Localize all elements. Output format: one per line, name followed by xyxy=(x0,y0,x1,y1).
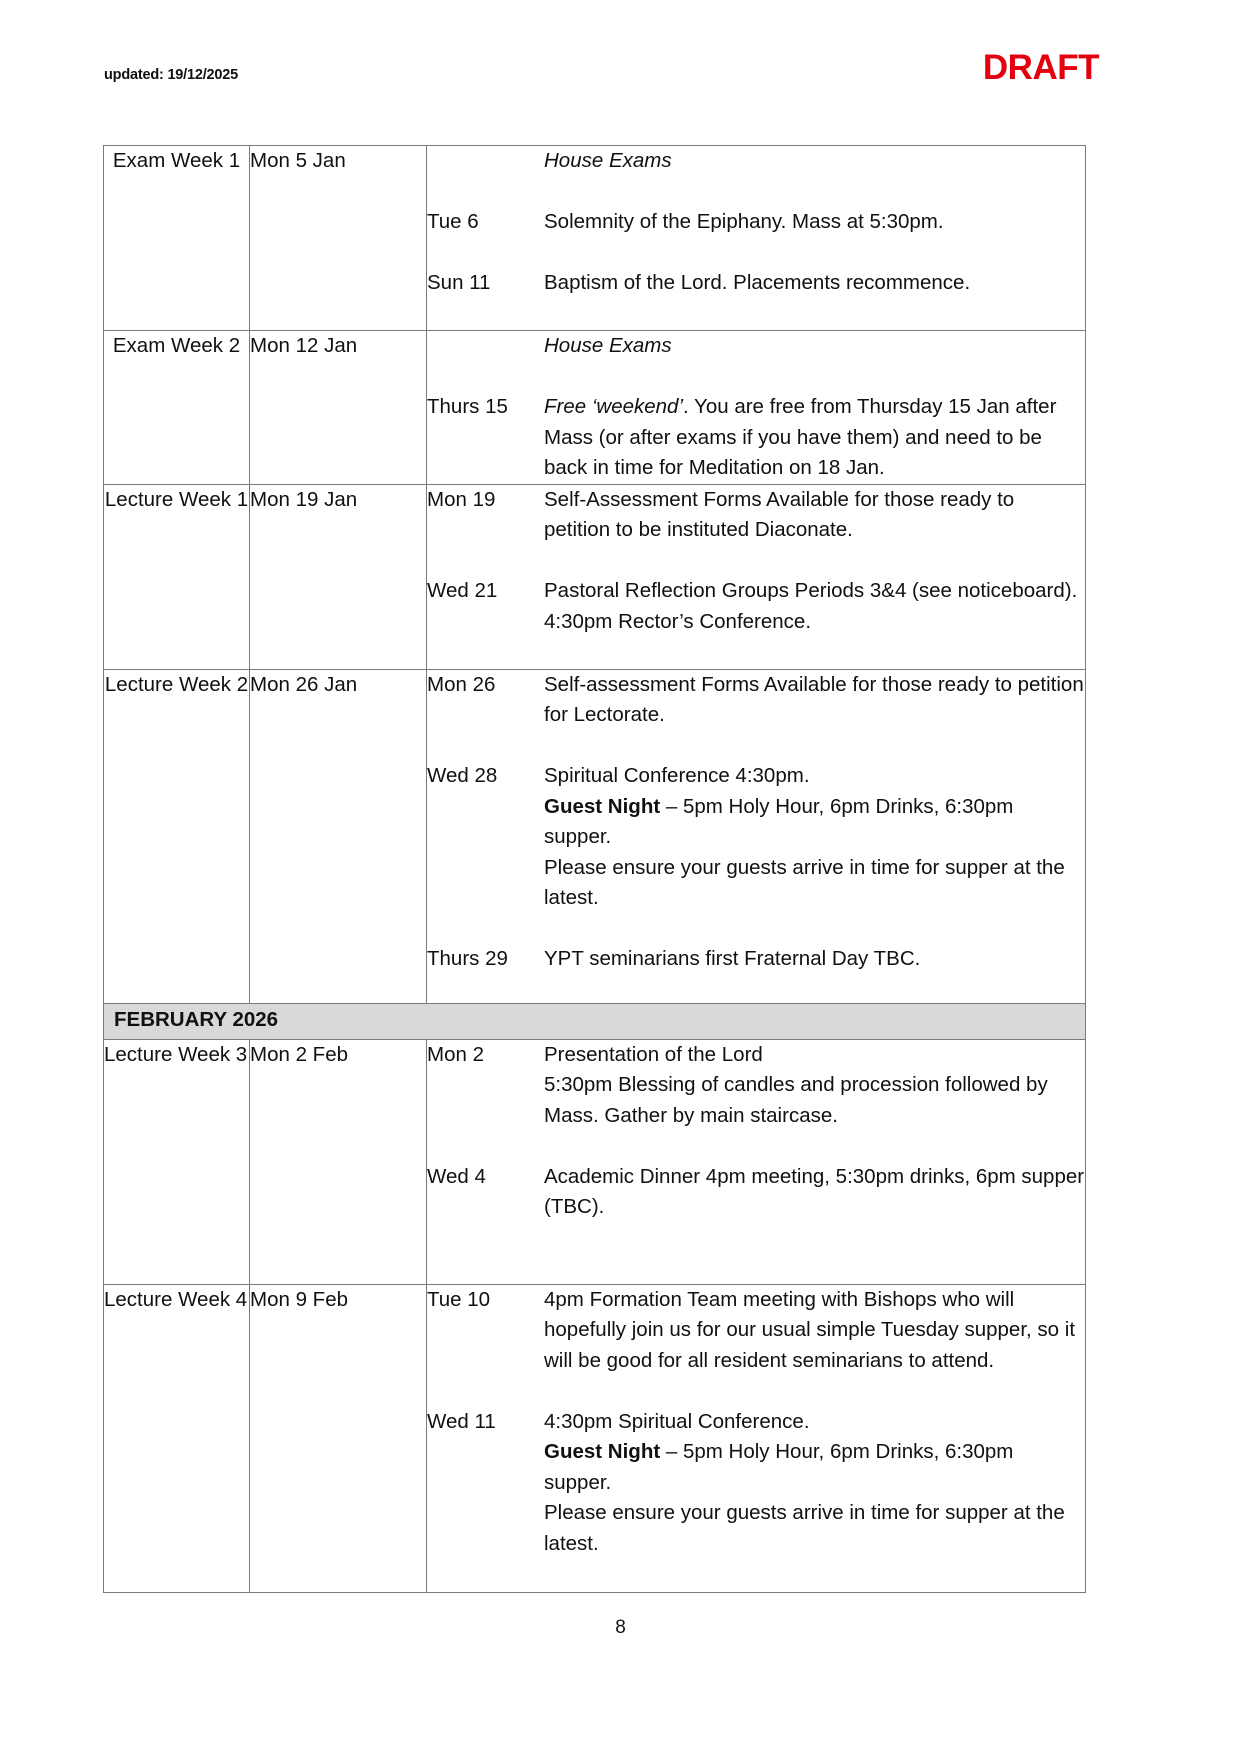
event-text: Please ensure your guests arrive in time for supper at the latest. xyxy=(544,1501,1065,1555)
event xyxy=(427,1285,1085,1377)
event-text: 4:30pm Spiritual Conference. xyxy=(544,1409,810,1433)
event-text: Baptism of the Lord. Placements recommence. xyxy=(544,271,971,294)
page-number: 8 xyxy=(615,1617,626,1638)
event xyxy=(427,268,1085,299)
event-text: Academic Dinner 4pm meeting, 5:30pm drinks, 6pm supper (TBC). xyxy=(544,1164,1085,1218)
week-start-date: Mon 26 Jan xyxy=(250,669,427,1003)
month-header: FEBRUARY 2026 xyxy=(104,1003,1086,1039)
event-day: Wed 4 xyxy=(427,1164,486,1188)
event-text: 5:30pm Blessing of candles and procession followed by Mass. Gather by main staircase. xyxy=(544,1073,1048,1127)
event-text: Presentation of the Lord xyxy=(544,1042,763,1066)
week-start-date: Mon 5 Jan xyxy=(250,146,427,331)
event-text: – 5pm Holy Hour, 6pm Drinks, 6:30pm supper. xyxy=(544,1440,1014,1494)
calendar-table xyxy=(103,145,1086,1593)
event-text: Please ensure your guests arrive in time for supper at the latest. xyxy=(544,855,1065,909)
event xyxy=(427,331,1085,362)
event-text: House Exams xyxy=(544,149,672,172)
week-events xyxy=(427,1284,1086,1592)
week-events xyxy=(427,669,1086,1003)
event xyxy=(427,670,1085,731)
week-label: Lecture Week 1 xyxy=(104,484,250,669)
week-row xyxy=(104,146,1086,331)
week-start-date: Mon 19 Jan xyxy=(250,484,427,669)
week-start-date: Mon 2 Feb xyxy=(250,1039,427,1284)
week-label: Lecture Week 3 xyxy=(104,1039,250,1284)
updated-date: updated: 19/12/2025 xyxy=(104,67,239,83)
event-text: 4:30pm Rector’s Conference. xyxy=(544,609,812,633)
event-day: Wed 28 xyxy=(427,764,498,787)
guest-night-label: Guest Night xyxy=(544,794,661,818)
week-events xyxy=(427,146,1086,331)
event-day xyxy=(427,331,544,362)
event xyxy=(427,576,1085,637)
event xyxy=(427,485,1085,546)
week-row xyxy=(104,1284,1086,1592)
event xyxy=(427,1162,1085,1223)
week-events xyxy=(427,331,1086,485)
event xyxy=(427,146,1085,177)
event xyxy=(427,392,1085,484)
event-text: Spiritual Conference 4:30pm. xyxy=(544,764,810,787)
event-text: . You are free from Thursday 15 Jan after Mass (or after exams if you have them) and need to be back in time for Meditation on 18 Jan. xyxy=(544,395,1057,479)
event-day: Wed 21 xyxy=(427,579,498,602)
week-row xyxy=(104,1039,1086,1284)
event-day: Wed 11 xyxy=(427,1409,496,1433)
event-text: Pastoral Reflection Groups Periods 3&4 (see noticeboard). xyxy=(544,579,1078,602)
event-text: YPT seminarians first Fraternal Day TBC. xyxy=(544,947,921,970)
event-day: Sun 11 xyxy=(427,271,491,294)
event-day: Tue 10 xyxy=(427,1287,491,1311)
event-text: Solemnity of the Epiphany. Mass at 5:30pm. xyxy=(544,210,944,233)
event xyxy=(427,761,1085,914)
event-day xyxy=(427,146,544,177)
event-text-italic: Free ‘weekend’ xyxy=(544,395,684,418)
week-start-date: Mon 9 Feb xyxy=(250,1284,427,1592)
event-day: Tue 6 xyxy=(427,210,479,233)
week-row xyxy=(104,331,1086,485)
event-text: – 5pm Holy Hour, 6pm Drinks, 6:30pm supper. xyxy=(544,794,1014,848)
event-text: Self-assessment Forms Available for those ready to petition for Lectorate. xyxy=(544,672,1084,726)
event-text: House Exams xyxy=(544,334,672,357)
event xyxy=(427,1040,1085,1132)
week-label: Exam Week 1 xyxy=(104,146,250,331)
week-label: Lecture Week 2 xyxy=(104,669,250,1003)
event-day: Mon 26 xyxy=(427,672,496,696)
month-header-row xyxy=(104,1003,1086,1039)
week-row xyxy=(104,669,1086,1003)
week-row xyxy=(104,484,1086,669)
event-day: Thurs 29 xyxy=(427,947,508,970)
week-events xyxy=(427,484,1086,669)
week-start-date: Mon 12 Jan xyxy=(250,331,427,485)
event xyxy=(427,1407,1085,1560)
event xyxy=(427,944,1085,975)
week-label: Exam Week 2 xyxy=(104,331,250,485)
week-events xyxy=(427,1039,1086,1284)
event-day: Mon 2 xyxy=(427,1042,484,1066)
week-label: Lecture Week 4 xyxy=(104,1284,250,1592)
event-text: Self-Assessment Forms Available for those ready to petition to be instituted Diaconate. xyxy=(544,487,1015,541)
event-day: Thurs 15 xyxy=(427,395,508,418)
event-text: 4pm Formation Team meeting with Bishops who will hopefully join us for our usual simple Tuesday supper, so it will be good for all resident seminarians to attend. xyxy=(544,1287,1076,1372)
event-day: Mon 19 xyxy=(427,487,496,511)
draft-label: DRAFT xyxy=(982,48,1099,87)
event xyxy=(427,207,1085,238)
guest-night-label: Guest Night xyxy=(544,1440,661,1463)
